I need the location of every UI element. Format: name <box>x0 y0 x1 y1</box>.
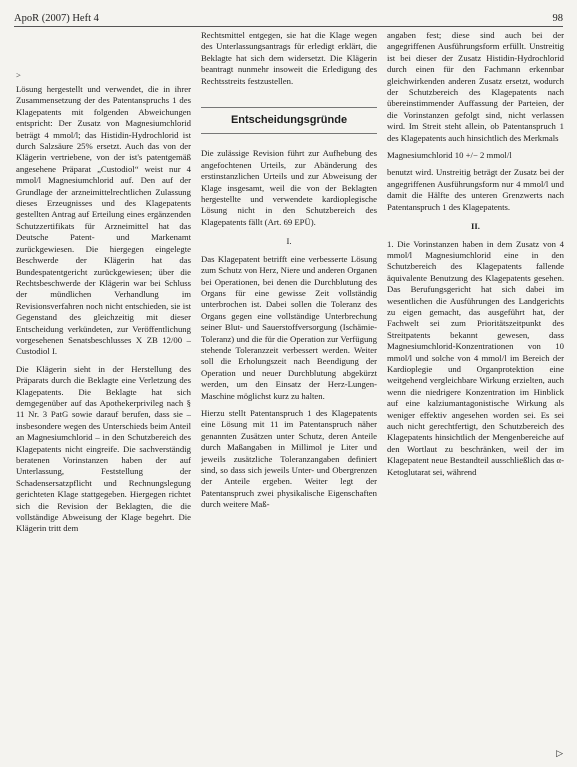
column-middle <box>201 30 377 759</box>
paragraph: Die Klägerin sieht in der Herstellung des Präparats durch die Beklagte eine Verletzung des Klagepatents. Die Beklagte hat sich demgegenüber auf das Apothekerprivileg nach § 11 Nr. 3 PatG sowie darauf berufen, dass sie – insbesondere wegen des Unterschieds beim Anteil an Magnesiumchlorid – in den Schutzbereich des Klagepatents nicht eingreife. Die sachverständig beratenen Vorinstanzen haben der auf Unterlassung, Feststellung der Schadensersatzpflicht und Rechnungslegung gerichteten Klage stattgegeben. Hiergegen richtet sich die Revision der Beklagten, die die vollständige Abweisung der Klage begehrt. Die Klägerin tritt dem <box>16 363 191 534</box>
paragraph: angaben fest; diese sind auch bei der angegriffenen Ausführungsform erfüllt. Unstreitig ist bei dieser der Zusatz Histidin-Hydrochlorid durch einen für den Fachmann erkennbar gleichwirkenden anderen Zusatz ersetzt, wodurch der Schutzbereich des Klagepatents nach übereinstimmender Auffassung der Parteien, der die Vorinstanzen gefolgt sind, nicht verlassen wird. Im Streit steht allein, ob Patentanspruch 1 des Klagepatents auch hinsichtlich des Merkmals <box>387 30 564 143</box>
paragraph: Lösung hergestellt und verwendet, die in ihrer Zusammensetzung der des Patentanspruchs 1 des Klagepatents mit folgenden Abweichungen entspricht: Der Zusatz von Magnesiumchlorid beträgt 4 mmol/l; das Histidin-Hydrochlorid ist durch Salzsäure 25% ersetzt. Auch das von der Klägerin vertriebene, von der ist's patentgemäß angesehene Präparat „Custodiol“ weist nur 4 mmol/l Magnesiumchlorid auf. Den auf der Grundlage der arzneimittelrechtlichen Zulassung dieses Erzeugnisses und des Klagepatents gestellten Antrag auf Erteilung eines ergänzenden Schutzzertifikats für Arzneimittel hat das Deutsche Patent- und Markenamt zurückgewiesen. Die hiergegen eingelegte Beschwerde der Klägerin hat das Bundespatentgericht zurückgewiesen; über die Rechtsbeschwerde der Klägerin war bei Schluss der mündlichen Verhandlung im Revisionsverfahren noch nicht entschieden, sie ist Gegenstand des gleichzeitig mit dieser Entscheidung verkündeten, zur Veröffentlichung vorgesehenen Senatsbeschlusses X ZB 12/00 – Custodiol I. <box>16 84 191 357</box>
column-left <box>16 30 191 759</box>
paragraph: Die zulässige Revision führt zur Aufhebung des angefochtenen Urteils, zur Abänderung des erstinstanzlichen Urteils und zur Abweisung der Klage insgesamt, weil die von der Beklagten hergestellte und verwendete kardioplegische Lösung nicht in den Schutzbereich des Klagepatents fällt (Art. 69 EPÜ). <box>201 148 377 227</box>
paragraph: Das Klagepatent betrifft eine verbesserte Lösung zum Schutz von Herz, Niere und anderen Organen bei Operationen, bei denen die Durchblutung des Organs für eine gewisse Zeit vollständig unterbrochen ist. Dabei sollen die Toleranz des Organs gegen eine vollständige Unterbrechung seiner Blut- und Sauerstoffversorgung (Ischämie-Toleranz) und die für die Operation zur Verfügung stehende Toleranzzeit verbessert werden. Weiter soll die Erholungszeit nach Beendigung der Operation und neuer Durchblutung abgekürzt werden, um den Einsatz der Herz-Lungen-Maschine möglichst kurz zu halten. <box>201 253 377 401</box>
paragraph: Rechtsmittel entgegen, sie hat die Klage wegen des Unterlassungsantrags für erledigt erklärt, die Beklagte hat sich dem widersetzt. Die Klägerin beantragt nunmehr insoweit die Erledigung des Rechtsstreits festzustellen. <box>201 30 377 86</box>
page-number: 98 <box>552 12 563 24</box>
journal-issue: ApoR (2007) Heft 4 <box>14 12 99 24</box>
claim-feature: Magnesiumchlorid 10 +/− 2 mmol/l <box>387 150 512 161</box>
section-number: I. <box>286 236 292 247</box>
running-header <box>14 8 563 28</box>
continuation-marker: > <box>16 70 21 80</box>
column-right <box>387 30 564 759</box>
header-rule <box>14 26 563 27</box>
continue-arrow-icon: ▷ <box>556 748 563 758</box>
paragraph: 1. Die Vorinstanzen haben in dem Zusatz von 4 mmol/l Magnesiumchlorid eine in den Schutzbereich des Klagepatents fallende äquivalente Benutzung des Klagepatents gesehen. Das Berufungsgericht hat sich dabei im wesentlichen die Ausführungen des Landgerichts zu eigen gemacht, das ausgeführt hat, der Fachwelt sei zum Prioritätszeitpunkt des Streitpatents bekannt gewesen, dass Magnesiumchlorid-Konzentrationen von 10 mmol/l und solche von 4 mmol/l im Bereich der Kardioplegie und Organprotektion eine weitgehend vergleichbare Wirkung erzielten, auch wenn die niedrigere Konzentration im Hinblick auf eine kalziumantagonistische Wirkung als weniger effektiv angesehen worden sei. Es sei auch nicht gerechtfertigt, den Schutzbereich des Klagepatents hinsichtlich der Mengenbereiche auf den Wortlaut zu beschränken, weil der im Klagepatent neue Bestandteil ausschließlich das α-Ketoglutarat sei, während <box>387 238 564 477</box>
paragraph: benutzt wird. Unstreitig beträgt der Zusatz bei der angegriffenen Ausführungsform nur 4 mmol/l und damit die Hälfte des unteren Grenzwerts nach Patentanspruch 1 des Klagepatents. <box>387 167 564 212</box>
section-number: II. <box>471 221 480 232</box>
section-heading: Entscheidungsgründe <box>201 107 377 134</box>
paragraph: Hierzu stellt Patentanspruch 1 des Klagepatents eine Lösung mit 11 im Patentanspruch näher genannten Zusätzen unter Schutz, deren Anteile durch Maßangaben in Millimol je Liter und jeweils zusätzliche Toleranzangaben definiert sind, so dass sich jeweils Unter- und Obergrenzen der Anteile ergeben. Weiter legt der Patentanspruch zwei physikalische Eigenschaften durch weitere Maß- <box>201 407 377 510</box>
